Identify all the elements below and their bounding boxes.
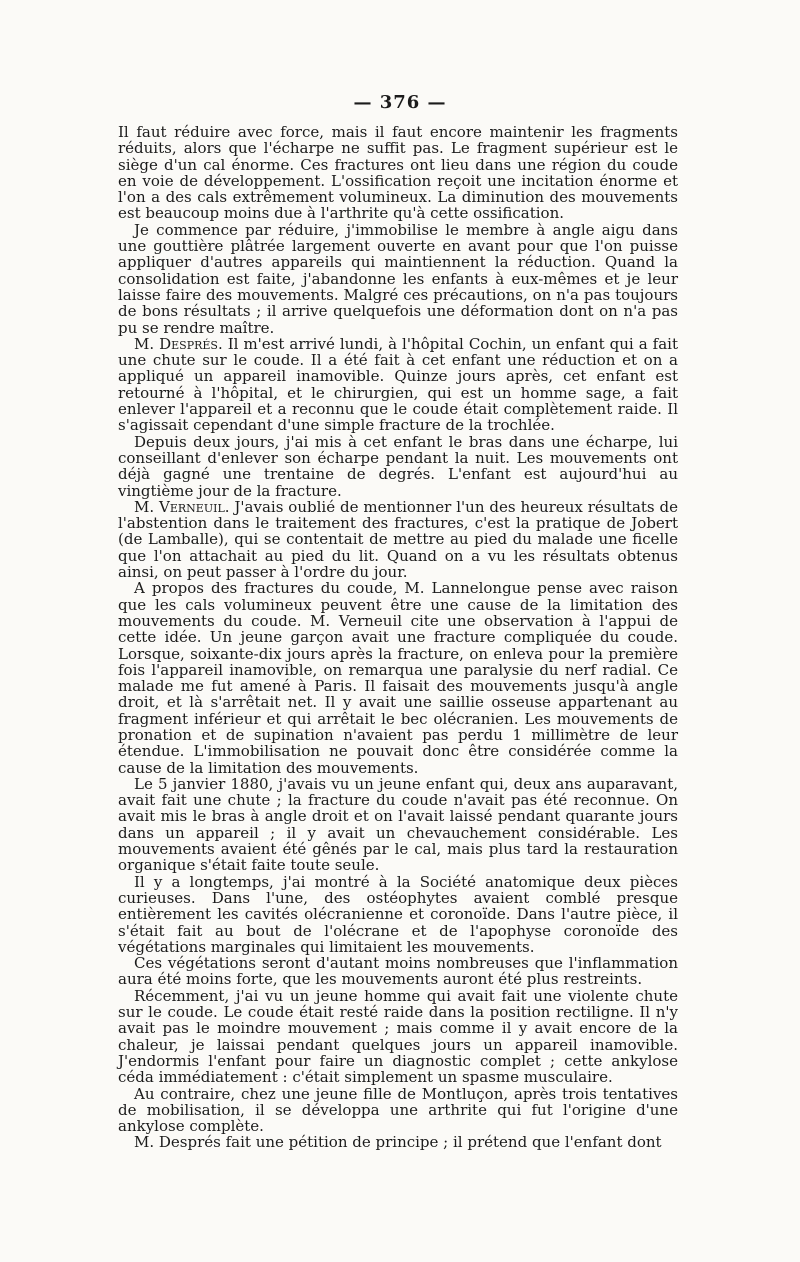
paragraph	[118, 988, 678, 1086]
paragraph-text: J'avais oublié de mentionner l'un des heureux résultats de l'abstention dans le traitement des fractures, c'est la pratique de Jobert (de Lamballe), qui se contentait de mettre au pied du malade une ficelle que l'on attachait au pied du lit. Quand on a vu les résultats obtenus ainsi, on peut passer à l'ordre du jour.	[118, 497, 678, 582]
paragraph	[118, 580, 678, 776]
paragraph	[118, 336, 678, 434]
paragraph-text: Au contraire, chez une jeune fille de Montluçon, après trois tentatives de mobilisation, il se développa une arthrite qui fut l'origine d'une ankylose complète.	[118, 1084, 678, 1136]
paragraph	[118, 955, 678, 988]
paragraph	[118, 499, 678, 580]
paragraph-text: Il y a longtemps, j'ai montré à la Société anatomique deux pièces curieuses. Dans l'une, des ostéophytes avaient comblé presque entièrement les cavités olécranienne et coronoïde. Dans l'autre pièce, il s'était fait au bout de l'olécrane et de l'apophyse coronoïde des végétations marginales qui limitaient les mouvements.	[118, 872, 678, 956]
paragraph-text: Depuis deux jours, j'ai mis à cet enfant le bras dans une écharpe, lui conseillant d'enlever son écharpe pendant la nuit. Les mouvements ont déjà gagné une trentaine de degrés. L'enfant est aujourd'hui au vingtième jour de la fracture.	[118, 432, 678, 500]
paragraph	[118, 874, 678, 955]
paragraph	[118, 434, 678, 499]
speaker-name: M. Verneuil.	[134, 497, 230, 516]
page-number: — 376 —	[353, 92, 447, 113]
paragraph-text: Il faut réduire avec force, mais il faut encore maintenir les fragments réduits, alors que l'écharpe ne suffit pas. Le fragment supérieur est le siège d'un cal énorme. Ces fractures ont lieu dans une région du coude en voie de développement. L'ossification reçoit une incitation énorme et l'on a des cals extrêmement volumineux. La diminution des mouvements est beaucoup moins due à l'arthrite qu'à cette ossification.	[118, 123, 678, 223]
paragraph	[118, 222, 678, 336]
paragraph-text: Ces végétations seront d'autant moins nombreuses que l'inflammation aura été moins forte, que les mouvements auront été plus restreints.	[118, 954, 678, 989]
paragraph	[118, 124, 678, 222]
paragraph	[118, 776, 678, 874]
paragraph-text: M. Després fait une pétition de principe ; il prétend que l'enfant dont	[134, 1133, 662, 1152]
body-text	[118, 124, 678, 1151]
speaker-name: M. Després.	[134, 334, 223, 353]
paragraph-text: Récemment, j'ai vu un jeune homme qui avait fait une violente chute sur le coude. Le coude était resté raide dans la position rectiligne. Il n'y avait pas le moindre mouvement ; mais comme il y avait encore de la chaleur, je laissai pendant quelques jours un appareil inamovible. J'endormis l'enfant pour faire un diagnostic complet ; cette ankylose céda immédiatement : c'était simplement un spasme musculaire.	[118, 986, 678, 1087]
paragraph-text: Il m'est arrivé lundi, à l'hôpital Cochin, un enfant qui a fait une chute sur le coude. Il a été fait à cet enfant une réduction et on a appliqué un appareil inamovible. Quinze jours après, cet enfant est retourné à l'hôpital, et le chirurgien, qui est un homme sage, a fait enlever l'appareil et a reconnu que le coude était complètement raide. Il s'agissait cependant d'une simple fracture de la trochlée.	[118, 334, 678, 435]
paragraph	[118, 1134, 678, 1150]
paragraph-text: Je commence par réduire, j'immobilise le membre à angle aigu dans une gouttière plâtrée largement ouverte en avant pour que l'on puisse appliquer d'autres appareils qui maintiennent la réduction. Quand la consolidation est faite, j'abandonne les enfants à eux-mêmes et je leur laisse faire des mouvements. Malgré ces précautions, on n'a pas toujours de bons résultats ; il arrive quelquefois une déformation dont on n'a pas pu se rendre maître.	[118, 220, 678, 337]
paragraph-text: Le 5 janvier 1880, j'avais vu un jeune enfant qui, deux ans auparavant, avait fait une chute ; la fracture du coude n'avait pas été reconnue. On avait mis le bras à angle droit et on l'avait laissé pendant quarante jours dans un appareil ; il y avait un chevauchement considérable. Les mouvements avaient été gênés par le cal, mais plus tard la restauration organique s'était faite toute seule.	[118, 774, 678, 875]
paragraph-text: A propos des fractures du coude, M. Lannelongue pense avec raison que les cals volumineux peuvent être une cause de la limitation des mouvements du coude. M. Verneuil cite une observation à l'appui de cette idée. Un jeune garçon avait une fracture compliquée du coude. Lorsque, soixante-dix jours après la fracture, on enleva pour la première fois l'appareil inamovible, on remarqua une paralysie du nerf radial. Ce malade me fut amené à Paris. Il faisait des mouvements jusqu'à angle droit, et là s'arrêtait net. Il y avait une saillie osseuse appartenant au fragment inférieur et qui arrêtait le bec olécranien. Les mouvements de pronation et de supination n'avaient pas perdu 1 millimètre de leur étendue. L'immobilisation ne pouvait donc être considérée comme la cause de la limitation des mouvements.	[118, 579, 678, 777]
paragraph	[118, 1086, 678, 1135]
